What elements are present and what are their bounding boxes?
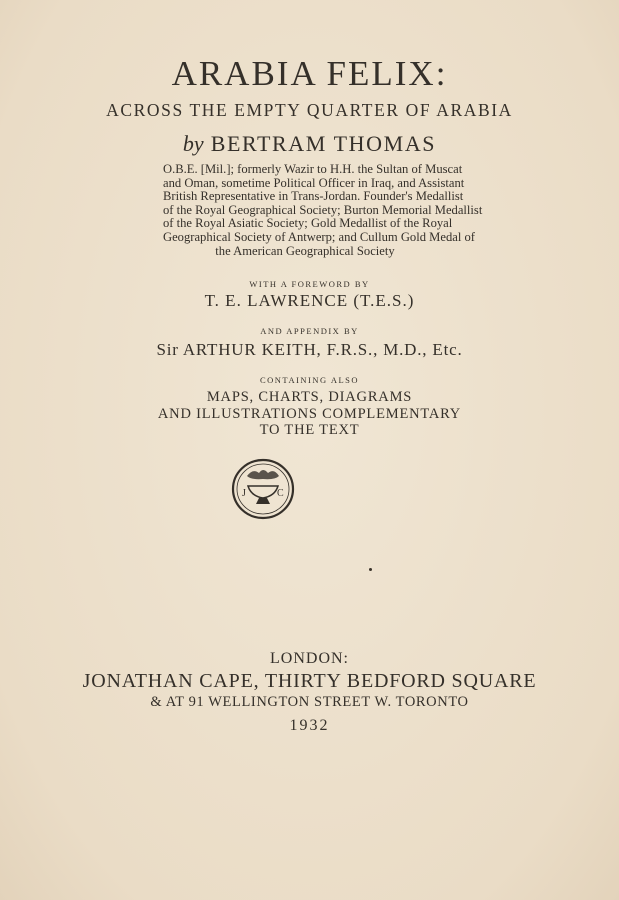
imprint-city: LONDON:	[270, 650, 349, 667]
svg-text:C: C	[277, 488, 284, 499]
appendix-author: Sir ARTHUR KEITH, F.R.S., M.D., Etc.	[156, 340, 463, 359]
publisher-seal-icon	[231, 458, 295, 520]
credential-line: and Oman, sometime Political Officer in Iraq, and Assistant	[163, 175, 465, 190]
foreword-author: T. E. LAWRENCE (T.E.S.)	[204, 291, 415, 310]
credential-line: the American Geographical Society	[215, 243, 395, 258]
credential-line: British Representative in Trans-Jordan. Founder's Medallist	[163, 189, 464, 204]
imprint-publisher: JONATHAN CAPE, THIRTY BEDFORD SQUARE	[82, 670, 537, 692]
contents-list	[0, 389, 619, 439]
book-subtitle: ACROSS THE EMPTY QUARTER OF ARABIA	[106, 100, 513, 120]
contents-line: TO THE TEXT	[259, 422, 360, 438]
credential-line: of the Royal Asiatic Society; Gold Medallist of the Royal	[163, 216, 453, 231]
credential-line: of the Royal Geographical Society; Burton Memorial Medallist	[163, 202, 483, 217]
author-line	[0, 131, 619, 157]
by-label: by	[182, 131, 204, 156]
contents-line: AND ILLUSTRATIONS COMPLEMENTARY	[157, 405, 462, 422]
credential-line: Geographical Society of Antwerp; and Cullum Gold Medal of	[163, 229, 475, 244]
appendix-label: AND APPENDIX BY	[260, 326, 359, 336]
ink-speck	[369, 568, 372, 571]
author-credentials	[163, 162, 483, 258]
contents-label: CONTAINING ALSO	[259, 375, 360, 385]
credential-line: O.B.E. [Mil.]; formerly Wazir to H.H. the Sultan of Muscat	[163, 162, 463, 176]
foreword-label: WITH A FOREWORD BY	[249, 279, 370, 289]
author-name: BERTRAM THOMAS	[210, 131, 437, 156]
contents-line: MAPS, CHARTS, DIAGRAMS	[206, 389, 413, 405]
imprint-toronto: & AT 91 WELLINGTON STREET W. TORONTO	[150, 694, 469, 710]
svg-text:J: J	[242, 488, 246, 499]
book-title: ARABIA FELIX:	[171, 54, 448, 93]
imprint-year: 1932	[289, 717, 330, 734]
